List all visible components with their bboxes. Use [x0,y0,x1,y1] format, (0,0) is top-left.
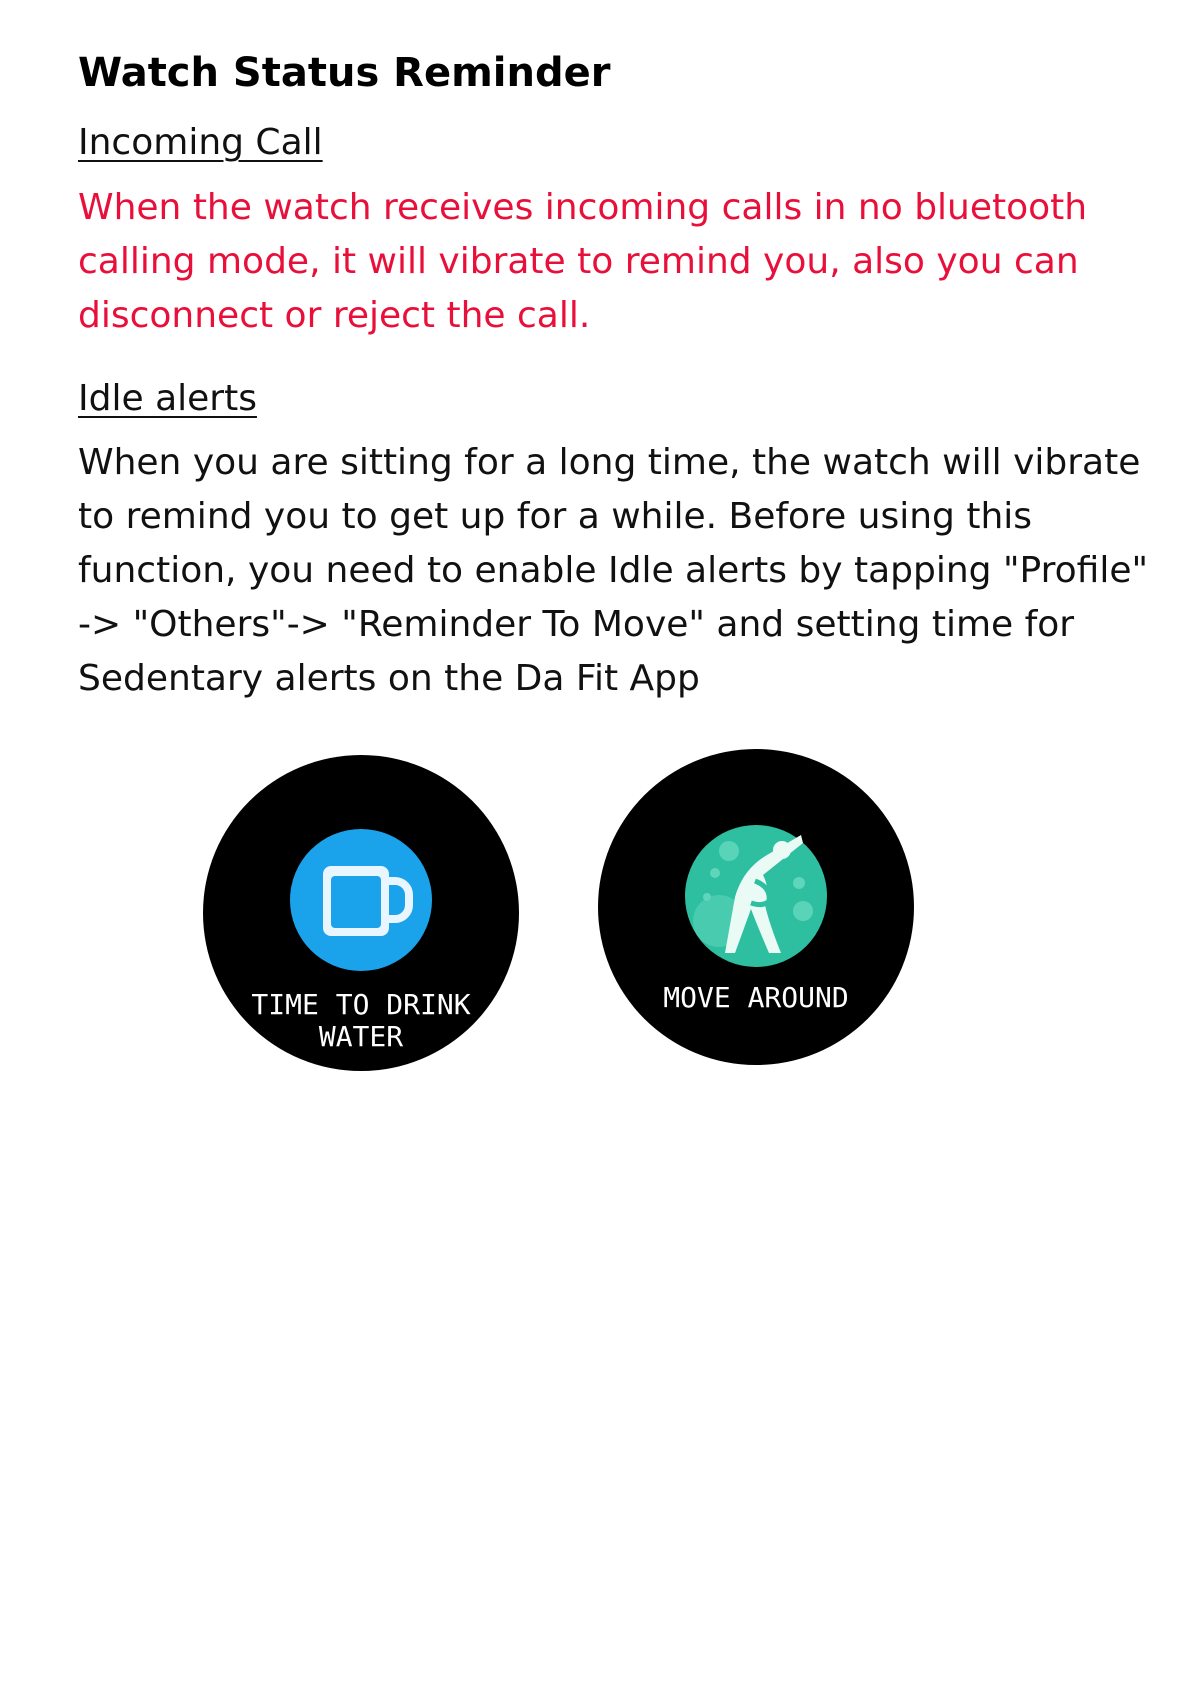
watch-message [598,982,914,1014]
watch-message [203,989,519,1053]
watch-message-line1: TIME TO DRINK [251,988,471,1021]
stretching-person-icon [685,825,827,967]
watch-screen-move-around [598,749,914,1065]
watch-screen-drink-water [203,755,519,1071]
page-title: Watch Status Reminder [78,50,611,96]
idle-alerts-text: When you are sitting for a long time, the watch will vibrate to remind you to get up for a while. Before using this function, you need to enable Idle alerts by tapping "Profile" -> "Others"-> "Reminder To Move" and setting time for Sedentary alerts on the Da Fit App [78,442,1149,699]
water-cup-icon [290,829,432,971]
incoming-call-heading: Incoming Call [78,122,323,163]
watch-message-line1: MOVE AROUND [663,981,849,1014]
idle-alerts-heading: Idle alerts [78,378,257,419]
watch-message-line2: WATER [318,1020,404,1053]
incoming-call-text: When the watch receives incoming calls in no bluetooth calling mode, it will vibrate to remind you, also you can disconnect or reject the call. [78,187,1088,336]
